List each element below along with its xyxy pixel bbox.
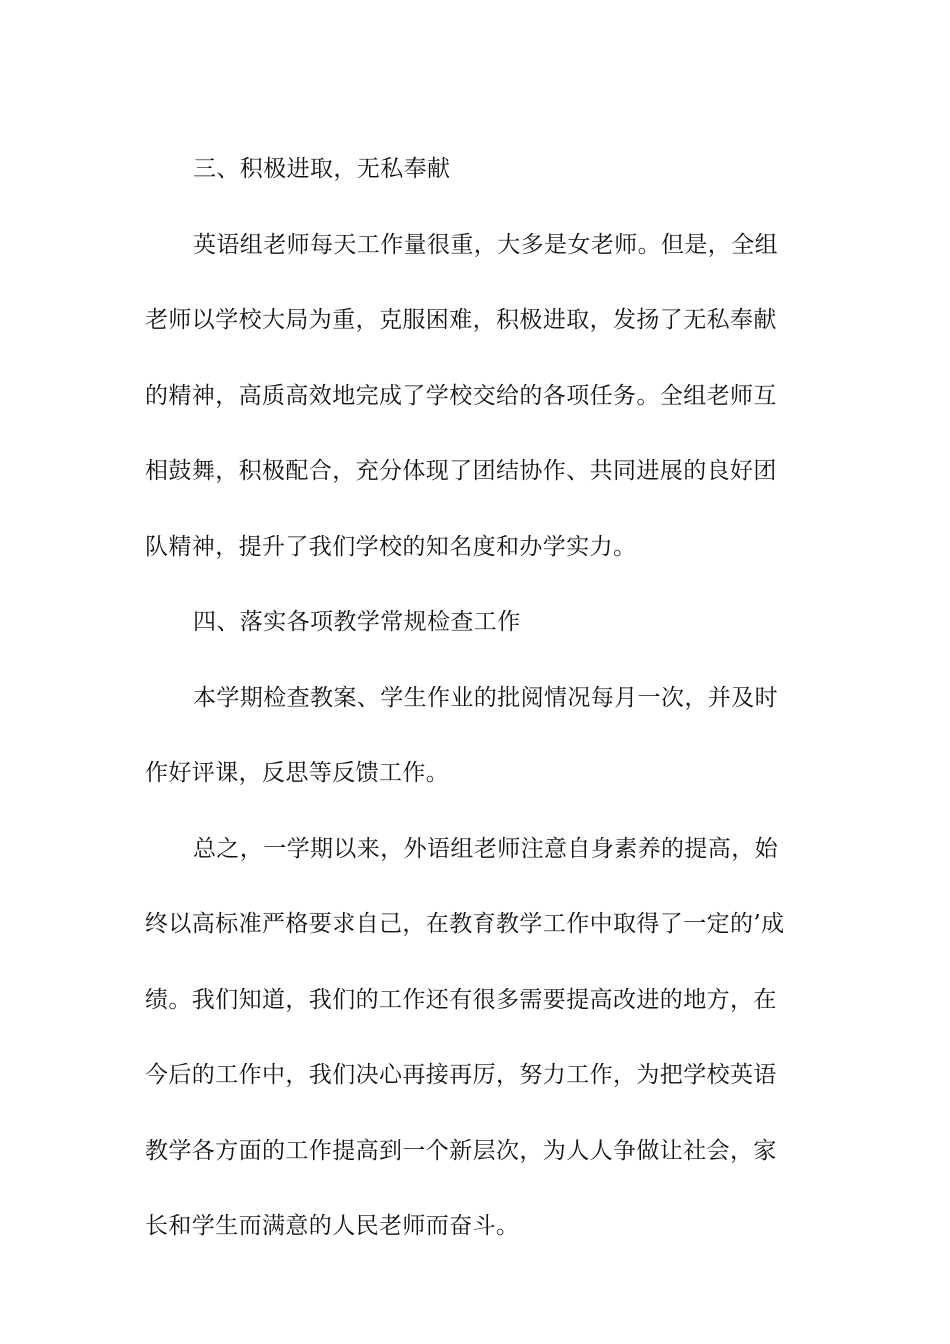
paragraph-line: 长和学生而满意的人民老师而奋斗。 [145,1213,520,1239]
paragraph-line: 老师以学校大局为重，克服困难，积极进取，发扬了无私奉献 [145,307,777,333]
paragraph-teamwork [145,208,807,586]
paragraph-line: 的精神，高质高效地完成了学校交给的各项任务。全组老师互 [145,382,777,409]
paragraph-line: 总之，一学期以来，外语组老师注意自身素养的提高，始 [193,835,778,862]
section-heading-4 [145,585,807,661]
heading-line: 三、积极进取，无私奉献 [193,156,451,182]
paragraph-line: 终以高标准严格要求自己，在教育教学工作中取得了一定的’成 [145,911,785,937]
paragraph-line: 英语组老师每天工作量很重，大多是女老师。但是，全组 [193,231,778,258]
paragraph-line: 作好评课，反思等反馈工作。 [145,760,450,786]
paragraph-conclusion [145,812,807,1265]
paragraph-line: 队精神，提升了我们学校的知名度和办学实力。 [145,533,637,560]
paragraph-line: 相鼓舞，积极配合，充分体现了团结协作、共同进展的良好团 [145,458,777,484]
paragraph-inspection [145,661,807,812]
paragraph-line: 本学期检查教案、学生作业的批阅情况每月一次，并及时 [193,684,778,711]
heading-line: 四、落实各项教学常规检查工作 [193,609,521,635]
section-heading-3 [145,132,807,208]
paragraph-line: 绩。我们知道，我们的工作还有很多需要提高改进的地方，在 [145,986,777,1013]
paragraph-line: 今后的工作中，我们决心再接再厉，努力工作，为把学校英语 [145,1062,777,1088]
document-body [145,132,807,1265]
paragraph-line: 教学各方面的工作提高到一个新层次，为人人争做让社会，家 [145,1137,777,1164]
